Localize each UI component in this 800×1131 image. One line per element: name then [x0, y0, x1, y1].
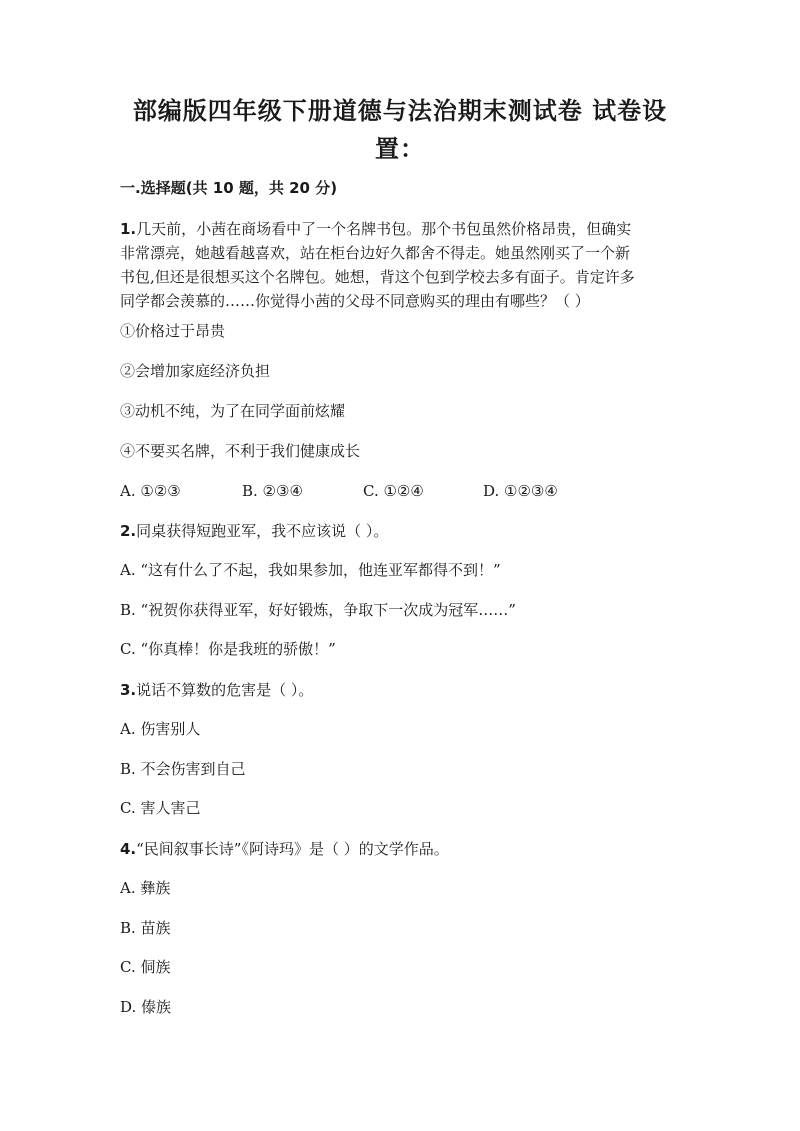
- question-1-stem-line-1: 几天前，小茜在商场看中了一个名牌书包。那个书包虽然价格昂贵，但确实: [136, 220, 632, 238]
- question-1-statement-1: ①价格过于昂贵: [120, 322, 226, 340]
- question-4-option-c[interactable]: C. 侗族: [120, 958, 171, 976]
- question-1-stem-line-4: 同学都会羡慕的……你觉得小茜的父母不同意购买的理由有哪些？（ ）: [120, 292, 590, 310]
- question-1-statement-2: ②会增加家庭经济负担: [120, 362, 271, 380]
- title-line-1: 部编版四年级下册道德与法治期末测试卷 试卷设: [132, 97, 668, 125]
- question-4-number: 4.: [120, 840, 137, 858]
- question-2-stem-text: 同桌获得短跑亚军，我不应该说（ ）。: [136, 522, 389, 540]
- question-2-number: 2.: [120, 522, 137, 540]
- question-3-stem: [120, 679, 313, 701]
- question-3-option-c[interactable]: C. 害人害己: [120, 799, 201, 817]
- question-3-option-a[interactable]: A. 伤害别人: [120, 720, 201, 738]
- question-4-option-a[interactable]: A. 彝族: [120, 879, 171, 897]
- question-3-option-b[interactable]: B. 不会伤害到自己: [120, 760, 246, 778]
- question-1-number: 1.: [120, 220, 137, 238]
- question-4-stem-text: “民间叙事长诗”《阿诗玛》是（ ）的文学作品。: [136, 840, 449, 858]
- section-heading: 一.选择题(共 10 题，共 20 分): [120, 179, 338, 197]
- question-1-statement-3: ③动机不纯，为了在同学面前炫耀: [120, 402, 346, 420]
- question-1-stem-line-2: 非常漂亮，她越看越喜欢，站在柜台边好久都舍不得走。她虽然刚买了一个新: [120, 244, 631, 262]
- question-3-number: 3.: [120, 681, 137, 699]
- question-4-stem: [120, 838, 449, 860]
- question-2-option-c[interactable]: C. “你真棒！你是我班的骄傲！”: [120, 640, 336, 658]
- question-1-option-c[interactable]: C. ①②④: [363, 482, 424, 500]
- question-4-option-d[interactable]: D. 傣族: [120, 998, 172, 1016]
- question-3-stem-text: 说话不算数的危害是（ ）。: [136, 681, 314, 699]
- question-1-option-d[interactable]: D. ①②③④: [483, 482, 558, 500]
- title-line-2: 置：: [375, 135, 425, 163]
- question-2-option-a[interactable]: A. “这有什么了不起，我如果参加，他连亚军都得不到！”: [120, 561, 501, 579]
- question-1-option-a[interactable]: A. ①②③: [120, 482, 181, 500]
- question-2-option-b[interactable]: B. “祝贺你获得亚军，好好锻炼，争取下一次成为冠军……”: [120, 601, 516, 619]
- question-1-stem-line-3: 书包,但还是很想买这个名牌包。她想，背这个包到学校去多有面子。肯定许多: [120, 268, 635, 286]
- question-2-stem: [120, 520, 388, 542]
- question-1-options: [120, 480, 680, 502]
- question-4-option-b[interactable]: B. 苗族: [120, 919, 171, 937]
- question-1-option-b[interactable]: B. ②③④: [242, 482, 303, 500]
- question-1-statement-4: ④不要买名牌，不利于我们健康成长: [120, 442, 361, 460]
- page-title: [120, 92, 680, 168]
- question-1-stem: [120, 217, 690, 313]
